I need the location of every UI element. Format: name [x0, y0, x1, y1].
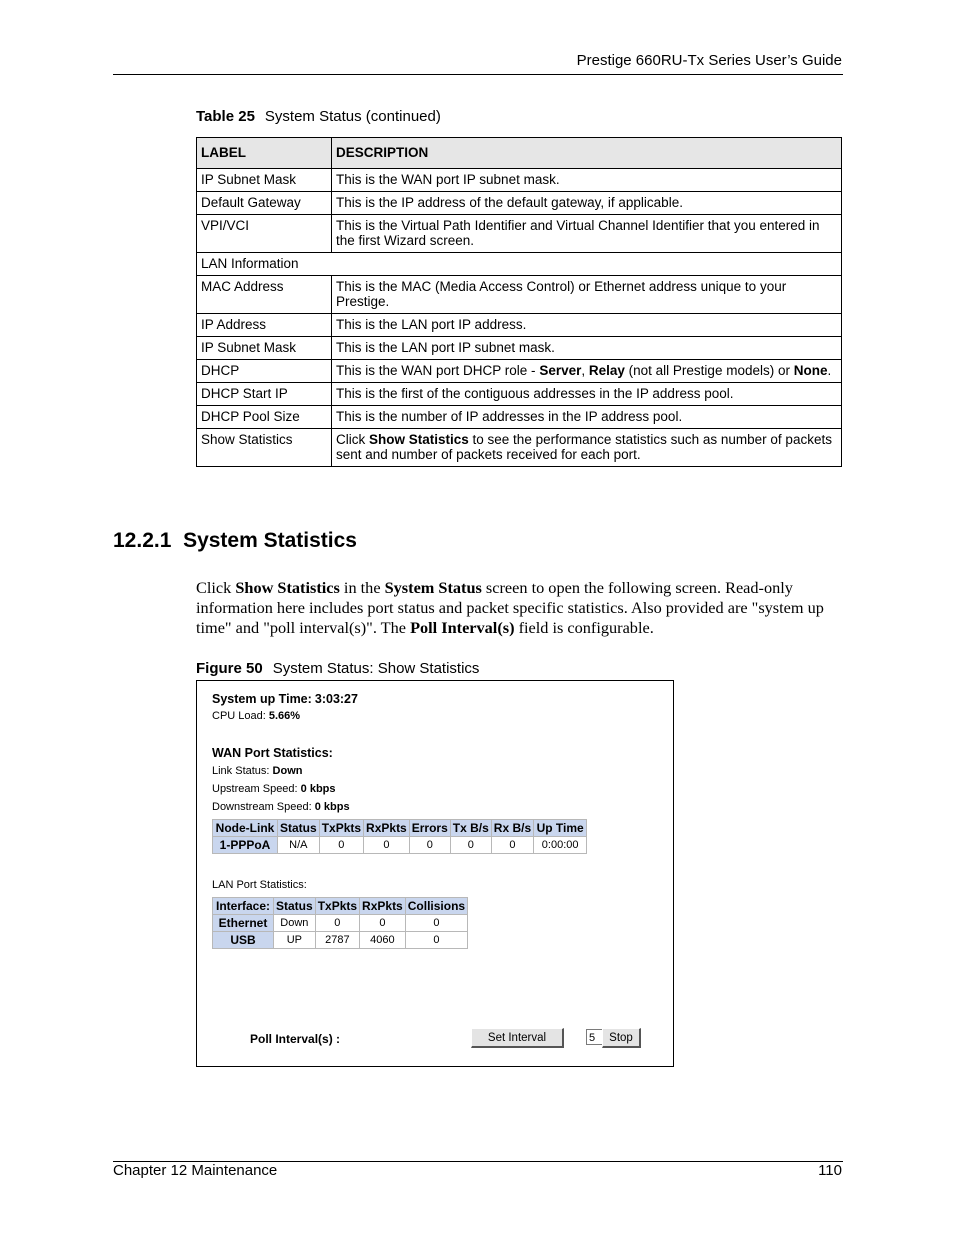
- row-label: IP Subnet Mask: [197, 337, 332, 360]
- row-label: VPI/VCI: [197, 215, 332, 253]
- row-description: This is the number of IP addresses in the IP address pool.: [332, 406, 842, 429]
- figure-caption-text: System Status: Show Statistics: [272, 660, 480, 677]
- running-header: Prestige 660RU-Tx Series User’s Guide: [576, 52, 842, 69]
- wan-col-header: Tx B/s: [452, 821, 489, 835]
- table-row: [197, 429, 842, 467]
- wan-node-link: 1-PPPoA: [213, 837, 277, 853]
- page-number: 110: [818, 1162, 842, 1179]
- wan-stats-table: [212, 819, 587, 854]
- figure-caption: [196, 660, 479, 677]
- lan-cell: 0: [360, 915, 405, 931]
- desc-text: to see the performance statistics such as number of packets sent and number of packets received for each port.: [336, 432, 832, 462]
- link-value: Down: [272, 765, 303, 777]
- upstream-value: 0 kbps: [300, 783, 336, 795]
- para-text: Click: [196, 578, 236, 597]
- row-description: This is the WAN port IP subnet mask.: [332, 169, 842, 192]
- figure-caption-number: Figure 50: [196, 660, 263, 677]
- desc-bold: Show Statistics: [369, 432, 469, 447]
- section-number: 12.2.1: [113, 529, 172, 552]
- section-heading: [113, 529, 357, 553]
- lan-col-header: Status: [276, 899, 313, 913]
- wan-col-header: TxPkts: [321, 821, 362, 835]
- desc-text: ,: [581, 363, 589, 378]
- row-description: [332, 360, 842, 383]
- section-title: System Statistics: [183, 529, 357, 552]
- section-row-label: LAN Information: [197, 253, 842, 276]
- cpu-label: CPU Load:: [212, 710, 266, 722]
- para-bold: Show Statistics: [235, 578, 340, 597]
- row-label: DHCP: [197, 360, 332, 383]
- table-caption: [196, 108, 441, 125]
- row-description: [332, 429, 842, 467]
- row-label: DHCP Pool Size: [197, 406, 332, 429]
- wan-title: WAN Port Statistics:: [212, 746, 333, 760]
- row-label: Default Gateway: [197, 192, 332, 215]
- lan-stats-table: [212, 897, 468, 949]
- row-description: This is the Virtual Path Identifier and Virtual Channel Identifier that you entered in the first Wizard screen.: [332, 215, 842, 253]
- table-header-row: [197, 138, 842, 169]
- wan-col-header: Status: [280, 821, 317, 835]
- row-label: IP Address: [197, 314, 332, 337]
- table-row: [213, 837, 586, 853]
- wan-cell: 0: [451, 837, 491, 853]
- system-status-table: [196, 137, 842, 467]
- table-row: [197, 215, 842, 253]
- desc-text: (not all Prestige models) or: [624, 363, 794, 378]
- lan-cell: UP: [274, 932, 315, 948]
- lan-col-header: TxPkts: [317, 899, 358, 913]
- wan-cell: 0:00:00: [534, 837, 586, 853]
- body-paragraph: [196, 578, 846, 638]
- uptime-value: 3:03:27: [314, 692, 358, 706]
- wan-col-header: Node-Link: [213, 820, 277, 836]
- desc-text: .: [827, 363, 832, 378]
- lan-col-header: Collisions: [407, 899, 466, 913]
- table-section-row: [197, 253, 842, 276]
- wan-cell: 0: [364, 837, 409, 853]
- link-label: Link Status:: [212, 765, 270, 777]
- row-description: This is the MAC (Media Access Control) or Ethernet address unique to your Prestige.: [332, 276, 842, 314]
- poll-interval-label: Poll Interval(s) :: [250, 1032, 341, 1046]
- row-description: This is the LAN port IP address.: [332, 314, 842, 337]
- upstream-line: [212, 783, 336, 795]
- para-text: in the: [339, 578, 385, 597]
- desc-bold: Relay: [588, 363, 625, 378]
- row-label: IP Subnet Mask: [197, 169, 332, 192]
- footer-chapter: Chapter 12 Maintenance: [113, 1162, 278, 1179]
- lan-interface: USB: [213, 932, 273, 948]
- lan-interface: Ethernet: [213, 915, 273, 931]
- lan-cell: 0: [406, 915, 467, 931]
- row-label: DHCP Start IP: [197, 383, 332, 406]
- uptime-line: [212, 692, 358, 706]
- table-row: [197, 192, 842, 215]
- table-row: [197, 406, 842, 429]
- downstream-line: [212, 801, 350, 813]
- wan-table-header: [213, 820, 586, 836]
- desc-text: This is the WAN port DHCP role -: [336, 363, 540, 378]
- lan-col-header: RxPkts: [362, 899, 403, 913]
- row-label: MAC Address: [197, 276, 332, 314]
- table-row: [197, 360, 842, 383]
- table-caption-text: System Status (continued): [264, 108, 441, 125]
- set-interval-button[interactable]: Set Interval: [471, 1028, 564, 1048]
- lan-table-header: [213, 898, 467, 914]
- lan-col-header: Interface:: [213, 898, 273, 914]
- row-description: This is the LAN port IP subnet mask.: [332, 337, 842, 360]
- lan-cell: Down: [274, 915, 315, 931]
- table-row: [197, 276, 842, 314]
- cpu-line: [212, 710, 300, 722]
- statistics-screenshot: [196, 680, 674, 1067]
- para-bold: Poll Interval(s): [410, 618, 515, 637]
- table-row: [197, 169, 842, 192]
- cpu-value: 5.66%: [268, 710, 301, 722]
- wan-col-header: RxPkts: [366, 821, 407, 835]
- desc-bold: Server: [539, 363, 582, 378]
- lan-title: LAN Port Statistics:: [212, 879, 307, 891]
- col-label-header: LABEL: [197, 138, 332, 169]
- poll-interval-input[interactable]: 5: [586, 1029, 626, 1045]
- para-bold: System Status: [384, 578, 482, 597]
- wan-cell: 0: [320, 837, 363, 853]
- table-row: [213, 915, 467, 931]
- table-row: [213, 932, 467, 948]
- para-text: screen to open the following screen. Read-only information here includes port status and packet specific statistics. Also provided are "system up time" and "poll interval(s)". The: [196, 578, 824, 637]
- downstream-label: Downstream Speed:: [212, 801, 312, 813]
- upstream-label: Upstream Speed:: [212, 783, 298, 795]
- wan-cell: 0: [492, 837, 533, 853]
- desc-bold: None: [793, 363, 828, 378]
- row-description: This is the first of the contiguous addresses in the IP address pool.: [332, 383, 842, 406]
- downstream-value: 0 kbps: [314, 801, 350, 813]
- wan-col-header: Errors: [411, 821, 448, 835]
- stop-button[interactable]: Stop: [602, 1028, 641, 1048]
- para-text: field is configurable.: [514, 618, 654, 637]
- desc-text: Click: [336, 432, 369, 447]
- uptime-label: System up Time:: [212, 692, 312, 706]
- lan-cell: 0: [406, 932, 467, 948]
- row-label: Show Statistics: [197, 429, 332, 467]
- wan-cell: N/A: [278, 837, 319, 853]
- wan-col-header: Up Time: [534, 820, 586, 836]
- lan-cell: 4060: [360, 932, 405, 948]
- wan-cell: 0: [410, 837, 450, 853]
- col-description-header: DESCRIPTION: [332, 138, 842, 169]
- header-rule: [113, 74, 843, 75]
- row-description: This is the IP address of the default gateway, if applicable.: [332, 192, 842, 215]
- table-caption-number: Table 25: [196, 108, 255, 125]
- link-status-line: [212, 765, 303, 777]
- lan-cell: 2787: [316, 932, 359, 948]
- wan-col-header: Rx B/s: [493, 821, 532, 835]
- lan-cell: 0: [316, 915, 359, 931]
- table-row: [197, 314, 842, 337]
- table-row: [197, 337, 842, 360]
- table-row: [197, 383, 842, 406]
